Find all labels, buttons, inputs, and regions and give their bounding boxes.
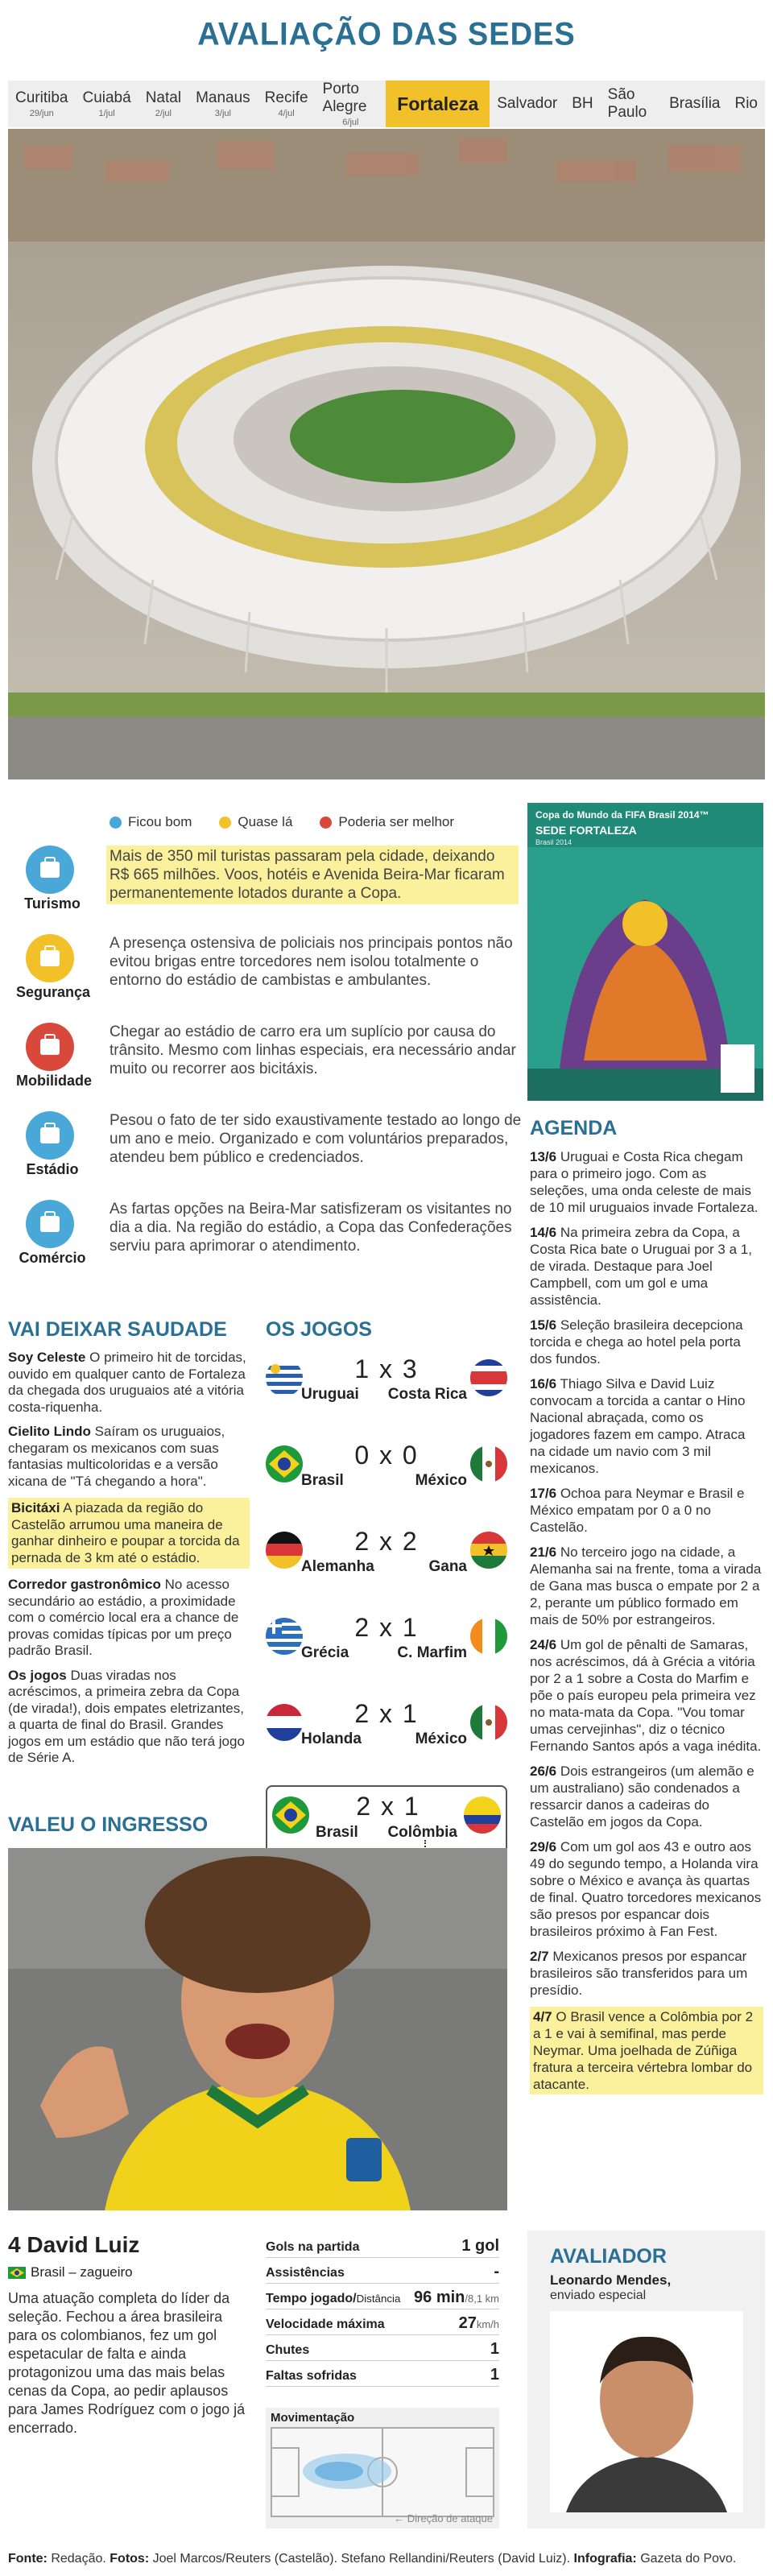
stat-label-text: Assistências — [266, 2266, 345, 2280]
category-text: As fartas opções na Beira-Mar satisfizeram os visitantes no dia a dia. Na região do estádio, a Copa das Confederações serviu para aprimorar o atendimento. — [110, 1201, 512, 1255]
avaliador-title: AVALIADOR — [550, 2245, 667, 2268]
stat-label-text: Faltas sofridas — [266, 2369, 357, 2383]
agenda-text: Seleção brasileira decepciona torcida e chega ao hotel pela porta dos fundos. — [530, 1317, 743, 1367]
category-text: Pesou o fato de ter sido exaustivamente testado ao longo de um ano e meio. Organizado e com voluntários preparados, atendeu bem público e credenciados. — [110, 1112, 522, 1166]
tab-city-label: Rio — [734, 95, 758, 112]
stat-row — [266, 2258, 499, 2284]
agenda-date: 24/6 — [530, 1637, 557, 1652]
tab-city[interactable] — [662, 81, 727, 127]
saudade-title: VAI DEIXAR SAUDADE — [8, 1318, 227, 1341]
flag-icon — [272, 1797, 309, 1834]
match-team1: Holanda — [301, 1730, 362, 1747]
agenda-date: 4/7 — [533, 2009, 552, 2024]
agenda-text: Mexicanos presos por espancar brasileiros são transferidos para um presídio. — [530, 1949, 748, 1998]
brazil-flag-icon — [8, 2267, 26, 2279]
stat-value-number: 1 gol — [461, 2237, 499, 2255]
tab-city[interactable] — [8, 81, 75, 127]
agenda-date: 2/7 — [530, 1949, 549, 1964]
agenda-text: Com um gol aos 43 e outro aos 49 do segundo tempo, a Holanda vira sobre o México e avança às quartas de final. Quatro torcedores mexicanos são presos por espancar dois brasileiros próximo à Fan Fest. — [530, 1839, 762, 1939]
stadium-icon — [26, 1111, 74, 1160]
flag-icon — [266, 1704, 303, 1741]
agenda-text: O Brasil vence a Colômbia por 2 a 1 e vai à semifinal, mas perde Neymar. Uma joelhada de Zúñiga fratura a terceira vértebra lombar do atacante. — [533, 2009, 754, 2092]
suitcase-icon — [26, 846, 74, 894]
legend-dot-icon — [219, 817, 231, 829]
stat-value — [414, 2289, 499, 2307]
match-team2: Gana — [428, 1558, 467, 1575]
stat-row — [266, 2232, 499, 2258]
match-team1: Grécia — [301, 1644, 349, 1661]
category-text: A presença ostensiva de policiais nos principais pontos não evitou brigas entre torcedores nem isolou totalmente o entorno do estádio de cambistas e ambulantes. — [110, 935, 513, 989]
saudade-item — [8, 1668, 250, 1767]
tab-city[interactable] — [386, 81, 490, 127]
agenda-item — [530, 1317, 763, 1367]
agenda-date: 13/6 — [530, 1149, 557, 1164]
agenda-item — [530, 2007, 763, 2094]
stat-label — [266, 2266, 345, 2280]
category-text: Mais de 350 mil turistas passaram pela cidade, deixando R$ 665 milhões. Voos, hotéis e Avenida Beira-Mar ficaram permanentemente lotados durante a Copa. — [106, 846, 519, 904]
saudade-text: O primeiro hit de torcidas, ouvido em qualquer canto de Fortaleza da chegada dos uruguaios até a vitória costa-riquenha. — [8, 1350, 246, 1415]
saudade-text: Duas viradas nos acréscimos, a primeira zebra da Copa (de virada!), dois empates eletrizantes, a quarta de final do Brasil. Grandes jogos em um estádio que não terá jogo de Série A. — [8, 1667, 245, 1765]
footer-fonte-label: Fonte: — [8, 2552, 48, 2566]
stat-value-number: 1 — [490, 2366, 499, 2384]
agenda-title: AGENDA — [530, 1117, 618, 1139]
flag-icon — [470, 1618, 507, 1655]
stat-row — [266, 2309, 499, 2335]
match-team2: México — [415, 1472, 467, 1489]
footer-fonte: Redação. — [51, 2552, 106, 2566]
legend-label: Ficou bom — [128, 814, 192, 829]
saudade-section — [8, 1318, 250, 1767]
category-mobilidade — [16, 1023, 516, 1095]
category-label: Mobilidade — [16, 1073, 92, 1089]
flag-icon — [266, 1445, 303, 1482]
saudade-head: Cielito Lindo — [8, 1424, 91, 1439]
match-team2: México — [415, 1730, 467, 1747]
ingresso-title: VALEU O INGRESSO — [8, 1813, 209, 1836]
saudade-text: Saíram os uruguaios, chegaram os mexicanos com suas fantasias multicoloridas e a versão xicana de "Tá chegando a hora". — [8, 1424, 225, 1489]
avaliador-portrait — [550, 2311, 743, 2512]
category-turismo — [16, 846, 507, 918]
agenda-date: 26/6 — [530, 1764, 557, 1779]
footer-fotos: Joel Marcos/Reuters (Castelão). Stefano Rellandini/Reuters (David Luiz). — [152, 2552, 571, 2566]
stat-label — [266, 2369, 357, 2384]
saudade-item — [8, 1424, 250, 1490]
match-row — [266, 1613, 507, 1699]
flag-icon — [470, 1445, 507, 1482]
match-row — [266, 1527, 507, 1613]
tab-city-date: 2/jul — [155, 109, 172, 118]
match-team1: Alemanha — [301, 1558, 374, 1575]
tab-city-label: Recife — [264, 89, 308, 106]
rating-legend — [110, 814, 454, 830]
stat-label — [266, 2240, 359, 2255]
flag-icon — [470, 1359, 507, 1396]
page-title: AVALIAÇÃO DAS SEDES — [197, 16, 576, 53]
stat-row — [266, 2361, 499, 2387]
agenda-date: 29/6 — [530, 1839, 557, 1854]
agenda-item — [530, 1544, 763, 1628]
player-stats — [266, 2232, 499, 2387]
agenda-date: 21/6 — [530, 1544, 557, 1560]
flag-icon — [266, 1618, 303, 1655]
agenda-text: Na primeira zebra da Copa, a Costa Rica bate o Uruguai por 3 a 1, de virada. Destaque para Joel Campbell, com um gol e uma assistência. — [530, 1225, 752, 1308]
match-score: 2 x 1 — [354, 1699, 419, 1728]
agenda-date: 16/6 — [530, 1376, 557, 1391]
city-tabs — [8, 81, 765, 127]
tab-city-date: 1/jul — [98, 109, 115, 118]
tab-city[interactable] — [490, 81, 564, 127]
agenda-item — [530, 1838, 763, 1940]
agenda-date: 15/6 — [530, 1317, 557, 1333]
category-segurança — [16, 934, 513, 1007]
stat-value-unit: /8,1 km — [465, 2293, 499, 2305]
player-photo — [8, 1848, 507, 2210]
bus-icon — [26, 1023, 74, 1071]
stat-value — [490, 2340, 499, 2359]
flag-icon — [266, 1532, 303, 1569]
match-team1: Brasil — [316, 1824, 358, 1841]
legend-label: Quase lá — [238, 814, 293, 829]
attack-direction: ← Direção de ataque — [394, 2512, 493, 2524]
tab-city-label: BH — [572, 95, 593, 112]
tab-city[interactable] — [564, 81, 600, 127]
agenda-item — [530, 1485, 763, 1536]
agenda-section — [530, 1117, 763, 2094]
avaliador-role: enviado especial — [550, 2289, 647, 2302]
category-label: Estádio — [26, 1161, 79, 1177]
tab-city-date: 29/jun — [29, 109, 54, 118]
stat-label — [266, 2318, 385, 2332]
shield-icon — [26, 934, 74, 982]
category-comércio — [16, 1200, 512, 1272]
tab-city-label: São Paulo — [607, 86, 647, 121]
saudade-head: Soy Celeste — [8, 1350, 86, 1365]
player-position — [8, 2264, 133, 2280]
saudade-head: Os jogos — [8, 1667, 67, 1683]
category-estádio — [16, 1111, 522, 1184]
stat-label — [266, 2292, 400, 2306]
stat-value-number: 27 — [458, 2314, 477, 2332]
stat-row — [266, 2284, 499, 2309]
stat-value-unit: km/h — [476, 2318, 499, 2330]
footer-info-label: Infografia: — [573, 2552, 637, 2566]
category-label: Comércio — [19, 1250, 86, 1266]
match-row — [266, 1354, 507, 1441]
stat-value — [490, 2366, 499, 2384]
agenda-date: 17/6 — [530, 1486, 557, 1501]
stat-row — [266, 2335, 499, 2361]
flag-icon — [266, 1359, 303, 1396]
tab-city-label: Cuiabá — [82, 89, 131, 106]
jogos-title: OS JOGOS — [266, 1318, 372, 1341]
category-label: Segurança — [16, 984, 91, 1000]
match-team2: Costa Rica — [387, 1386, 467, 1403]
poster-line3: Brasil 2014 — [535, 838, 573, 846]
legend-dot-icon — [110, 817, 122, 829]
legend-dot-icon — [320, 817, 332, 829]
jogos-section — [266, 1318, 507, 1864]
footer-fotos-label: Fotos: — [110, 2552, 150, 2566]
poster-line1: Copa do Mundo da FIFA Brasil 2014™ — [535, 809, 709, 821]
agenda-item — [530, 1636, 763, 1755]
player-name: 4 David Luiz — [8, 2232, 140, 2257]
stadium-photo — [8, 129, 765, 779]
category-text: Chegar ao estádio de carro era um suplício por causa do trânsito. Mesmo com linhas especiais, era necessário andar muito ou recorrer aos bicitáxis. — [110, 1023, 516, 1077]
tab-city-date: 4/jul — [278, 109, 295, 118]
footer-info: Gazeta do Povo. — [640, 2552, 737, 2566]
flag-icon — [464, 1797, 501, 1834]
category-label: Turismo — [24, 895, 81, 912]
match-team1: Brasil — [301, 1472, 344, 1489]
shop-icon — [26, 1200, 74, 1248]
match-score: 0 x 0 — [354, 1441, 419, 1470]
legend-label: Poderia ser melhor — [338, 814, 455, 829]
tab-city[interactable] — [258, 81, 316, 127]
legend-item — [320, 814, 454, 830]
tab-city[interactable] — [316, 81, 386, 127]
match-score: 2 x 2 — [354, 1527, 419, 1556]
stat-label-text: Chutes — [266, 2343, 310, 2357]
stat-label — [266, 2343, 309, 2358]
tab-city-label: Salvador — [497, 95, 558, 112]
flag-icon — [470, 1532, 507, 1569]
stat-value-number: 96 min — [414, 2289, 465, 2306]
stat-label-text: Velocidade máxima — [266, 2318, 385, 2331]
tab-city-label: Manaus — [196, 89, 250, 106]
stat-value-number: 1 — [490, 2340, 499, 2358]
tab-city-label: Porto Alegre — [322, 81, 367, 115]
saudade-text: A piazada da região do Castelão arrumou uma maneira de ganhar dinheiro e poupar a torcida da pernada de 3 km até o estádio. — [11, 1500, 240, 1565]
stat-value-number: - — [494, 2263, 499, 2280]
agenda-item — [530, 1224, 763, 1309]
copa-poster — [527, 803, 763, 1101]
stat-label-text: Gols na partida — [266, 2240, 360, 2254]
tab-city[interactable] — [727, 81, 765, 127]
agenda-text: No terceiro jogo na cidade, a Alemanha sai na frente, toma a virada de Gana mas busca o empate por 2 a 2, perante um público formado em mais de 50% por estrangeiros. — [530, 1544, 762, 1627]
match-score: 2 x 1 — [354, 1613, 419, 1642]
flag-icon — [470, 1704, 507, 1741]
saudade-head: Corredor gastronômico — [8, 1577, 161, 1592]
agenda-text: Thiago Silva e David Luiz convocam a torcida a cantar o Hino Nacional abraçada, como os jogadores fazem em campo. Atraca na cidade um navio com 3 mil mexicanos. — [530, 1376, 746, 1476]
agenda-text: Dois estrangeiros (um alemão e um australiano) são condenados a ressarcir danos a cadeiras do Castelão em jogos da Copa. — [530, 1764, 754, 1830]
tab-city-label: Natal — [145, 89, 182, 106]
poster-line2: SEDE FORTALEZA — [535, 824, 637, 837]
stat-label-sub: Distância — [356, 2293, 401, 2305]
tab-city[interactable] — [601, 81, 662, 127]
agenda-text: Ochoa para Neymar e Brasil e México empatam por 0 a 0 no Castelão. — [530, 1486, 745, 1535]
match-team2: Colômbia — [387, 1824, 457, 1841]
match-row — [266, 1441, 507, 1527]
tab-city-label: Fortaleza — [397, 93, 479, 114]
legend-item — [219, 814, 292, 830]
tab-city-date: 3/jul — [214, 109, 231, 118]
stat-value — [494, 2263, 499, 2281]
tab-city[interactable] — [75, 81, 138, 127]
agenda-text: Uruguai e Costa Rica chegam para o primeiro jogo. Com as seleções, uma onda celeste de mais de 10 mil uruguaios invade Fortaleza. — [530, 1149, 759, 1215]
avaliador-name: Leonardo Mendes, — [550, 2272, 672, 2288]
saudade-item — [8, 1350, 250, 1416]
player-position-label: Brasil – zagueiro — [31, 2264, 133, 2280]
saudade-text: No acesso secundário ao estádio, a proximidade com o comércio local era a chance de provas comidas típicas por um preço padrão Brasil. — [8, 1577, 239, 1658]
tab-city[interactable] — [188, 81, 258, 127]
agenda-date: 14/6 — [530, 1225, 557, 1240]
saudade-head: Bicitáxi — [11, 1500, 60, 1515]
agenda-item — [530, 1148, 763, 1216]
match-score: 1 x 3 — [354, 1354, 419, 1383]
saudade-item — [8, 1577, 250, 1660]
tab-city-label: Curitiba — [15, 89, 68, 106]
movement-map — [266, 2408, 499, 2528]
tab-city-date: 6/jul — [342, 118, 359, 127]
stat-value — [459, 2314, 499, 2333]
legend-item — [110, 814, 192, 830]
stat-value — [461, 2237, 499, 2256]
stat-label-text: Tempo jogado/ — [266, 2292, 357, 2305]
tab-city-label: Brasília — [669, 95, 721, 112]
tab-city[interactable] — [138, 81, 188, 127]
match-score: 2 x 1 — [356, 1792, 420, 1821]
agenda-text: Um gol de pênalti de Samaras, nos acréscimos, dá à Grécia a vitória por 2 a 1 sobre a Costa do Marfim e põe o país europeu pela primeira vez no mata-mata da Copa. "Vou tomar umas cervejinhas", diz o técnico Fernando Santos após a vaga inédita. — [530, 1637, 762, 1754]
agenda-item — [530, 1948, 763, 1999]
match-team2: C. Marfim — [397, 1644, 467, 1661]
match-team1: Uruguai — [301, 1386, 359, 1403]
agenda-item — [530, 1763, 763, 1830]
player-description: Uma atuação completa do líder da seleção. Fechou a área brasileira para os colombianos, fez um gol espetacular de falta e ainda protagonizou uma das mais belas cenas da Copa, ao pedir aplausos para James Rodríguez com o jogo já encerrado. — [8, 2290, 246, 2436]
movement-label: Movimentação — [271, 2411, 355, 2425]
saudade-item — [8, 1498, 250, 1569]
avaliador-box — [527, 2231, 765, 2528]
agenda-item — [530, 1375, 763, 1477]
match-row — [266, 1699, 507, 1785]
footer-credits — [8, 2552, 765, 2566]
